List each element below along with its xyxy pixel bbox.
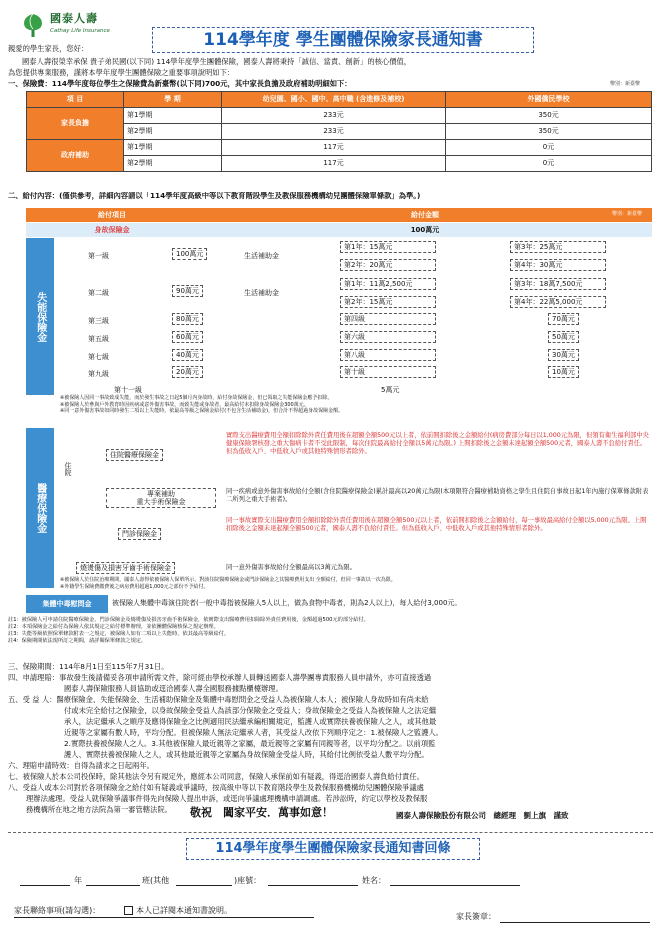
contact-underline [14,917,314,918]
section-5-line3: 承人，法定繼承人之順序及應得保險金之比例適用民法繼承編相關規定，監護人或實際扶養被保險人之人，或其他最 [64,717,437,726]
section-4-line2: 國泰人壽保險服務人員協助或逕洽國泰人壽全國服務據點櫃檯辦理。 [64,684,283,693]
death-label: 身故保險金 [26,223,198,237]
premium-group-government: 政府補助 [27,140,124,172]
company-logo [20,12,150,40]
medical-side-label: 醫療保險金 [26,428,54,588]
acknowledge-label: 本人已詳閱本通知書說明。 [136,906,232,915]
name-label: 姓名： [362,876,386,885]
premium-foreign: 0元 [446,156,652,172]
premium-header-term: 學 期 [124,92,222,108]
med-item-text: 同一疾病或意外傷害事故給付全額(含住院醫療保險金)累計最高以20萬元為限(本項限符合醫療補助資格之學生且住院自事故日起1年內施行保單條款附表二所列之重大手術者)。 [226,488,649,504]
premium-term: 第1學期 [124,140,222,156]
contact-label: 家長聯絡事項(請勾選)： [14,906,101,915]
class-other-field[interactable] [176,885,232,886]
dis-grade: 第三級 [88,317,109,325]
year-field[interactable] [20,885,70,886]
dis-grade: 第十級 [340,366,436,378]
section-2-title: 二、給付內容：(僅供參考，詳細內容請以「114學年度高級中等以下教育階段學生及教保服務機構幼兒團體保險單條款」為準。) [8,192,421,200]
dis-amount: 5萬元 [381,386,400,394]
dis-year: 第4年：30萬元 [510,259,606,271]
premium-table [26,91,652,172]
reply-title: 114學年度學生團體保險家長通知書回條 [186,838,480,860]
benefit-header-item: 給付項目 [26,208,198,222]
intro-paragraph-2: 為您提供專業服務，謹將本學年度學生團體保險之重要事項說明如下： [8,68,235,77]
dis-amount: 100萬元 [172,248,207,260]
intro-paragraph-1: 國泰人壽很榮幸承保 貴子弟民國(以下同) 114學年度學生團體保險，國泰人壽將秉持「誠信、當責、創新」的核心價值， [22,57,412,66]
poison-label: 集體中毒慰問金 [26,595,108,613]
section-8-line3: 務機構所在地之地方法院為第一審管轄法院。 [26,805,172,814]
disability-side-label: 失能保險金 [26,238,54,395]
med-item-text: 同一意外傷害事故給付全額最高以3萬元為限。 [226,564,356,571]
premium-foreign: 0元 [446,140,652,156]
premium-term: 第2學期 [124,156,222,172]
section-5-line6: 護人、實際扶養被保險人之人，或其他最近親等之家屬為身故保險金受益人時，其給付比例依受益人數平均分配。 [64,750,429,759]
med-item: 住院醫療保險金 [106,449,163,461]
footnote: 註3：失能等級依照保單條款附表一之規定，被保險人如有二項以上失能時，依其最高等級給付。 [8,631,230,638]
premium-term: 第1學期 [124,108,222,124]
premium-group-parent: 家長負擔 [27,108,124,140]
tree-logo-icon [20,12,46,38]
dis-year: 第1年：15萬元 [340,241,436,253]
dis-grade: 第一級 [88,252,109,260]
med-item-special [106,488,216,508]
dis-year: 第1年：11萬2,500元 [340,278,436,290]
premium-local: 117元 [222,140,446,156]
class-label: 班(其他 [142,876,170,885]
premium-local: 117元 [222,156,446,172]
dis-year: 第3年：25萬元 [510,241,606,253]
med-item: 燒燙傷及損害牙齒手術保險金 [76,562,175,574]
section-1-title: 一、保險費：114學年度每位學生之保險費為新臺幣(以下同)700元，其中家長負擔及政府補助明細如下： [8,79,352,88]
acknowledge-checkbox[interactable] [124,906,133,915]
dis-grade: 第五級 [88,335,109,343]
year-label: 年 [74,876,82,885]
med-item: 門診保險金 [118,528,161,540]
section-7: 七、被保險人於本公司投保時，除其他法令另有規定外，應經本公司同意，保險人承保前如有疑義，得逕洽國泰人壽負給付責任。 [8,772,424,781]
closing-signature: 國泰人壽保險股份有限公司 總經理 劉上旗 謹致 [396,811,569,820]
dis-grade: 第二級 [88,289,109,297]
dis-amount: 20萬元 [172,366,203,378]
logo-en-text: Cathay Life Insurance [50,28,110,34]
premium-header-local: 幼兒園、國小、國中、高中職 (含進修及補校) [222,92,446,108]
med-item-text: 同一事故實際支出醫療費用全額扣除除外責任費用後在超額全額500元以上者，依前開扣除後之金額給付，每一事故最高給付全額以5,000元為限。上開扣除後之金額未達起額全額500元者，國泰人壽不負給付責任。但為低收入戶、中低收入戶或其他特殊情形者除外。 [226,517,647,533]
cut-line [8,832,653,833]
medical-notes: ※被保險人於住院治療期間，國泰人壽得依被保險人保單所示，對該住院醫療保險金或門診保險金之其醫療費用支出 全額給付，但同一事故以一次為限。 ※外籍學生保險費繳費後之病房費用超過1,000元之部份不予給付。 [60,577,396,590]
premium-foreign: 350元 [446,124,652,140]
dis-grade: 第六級 [340,331,436,343]
seat-label: )座號： [234,876,262,885]
premium-local: 233元 [222,124,446,140]
dis-amount: 30萬元 [548,349,579,361]
poison-text: 被保險人集體中毒演住院者(一般中毒指被保險人5人以上，做為食物中毒者，則為2人以上)，每人給付3,000元。 [112,599,462,607]
premium-foreign: 350元 [446,108,652,124]
dis-grade: 第七級 [88,353,109,361]
premium-term: 第2學期 [124,124,222,140]
page-title: 114學年度 學生團體保險家長通知書 [152,27,534,53]
dis-year: 第2年：20萬元 [340,259,436,271]
section-6: 六、理賠申請時效：自得為請求之日起兩年。 [8,761,154,770]
section-3: 三、保險期間：114年8月1日至115年7月31日。 [8,662,169,671]
med-item: 專案補助 [147,490,175,498]
dis-amount: 10萬元 [548,366,579,378]
footnote: 註4：保險期間依法規所訂之期間，請詳閱保單條款之規定。 [8,638,147,645]
section-5-line5: 2.實際扶養被保險人之人。3.其他被保險人最近親等之家屬，最近親等之家屬有同親等者，以平均分配之。以前項監 [64,739,436,748]
dis-extra: 生活補助金 [244,252,279,260]
parent-signature-field[interactable] [500,922,650,923]
disability-notes: ※被保險人因同一事故致成失能，而於發生事故之日起5個月內身故時，給付身故保險金，但已領取之失能保險金應予扣除。 ※被保險人於參與戶外教育時因疾病或意外傷害事故，而致失能或身故者，最高給付未扣除身故保險金300萬元。 ※同一意外傷害事故如同時發生二項以上失能時，依最高等級之保險金給付(不包含生活補助金)，但合計不得超過身故保險金額。 [60,395,344,414]
death-amount: 100萬元 [198,223,652,237]
class-field[interactable] [86,885,140,886]
section-5-line2: 付或未完全給付之保險金，以身故保險金受益人為該部分保險金之受益人；身故保險金之受益人為被保險人之法定繼 [64,706,437,715]
dis-year: 第2年：15萬元 [340,296,436,308]
section-4-line1: 四、申請理賠：事故發生後請備妥各項申請所需文件，除可經由學校承辦人員轉送國泰人壽學團專責服務人員申請外，亦可直接透過 [8,673,432,682]
greeting: 親愛的學生家長，您好： [8,44,89,53]
section-8-line2: 理辦法處理。受益人就保險爭議事件得先向保險人提出申訴，或逕向爭議處理機構申請調處。若涉訟時，約定以學校及教保服 [26,794,428,803]
footnote: 註1：被保險人可申請住院醫療保險金、門診保險金及燒燙傷及損害牙齒手術保險金，依實際支出醫療費用扣除除外責任費用後，金額超過500元的部分給付。 [8,617,369,623]
section-8-line1: 八、受益人或本公司對於各項保險金之給付如有疑義或爭議時，按高級中等以下教育階段學生及教保服務機構幼兒團體保險爭議處 [8,783,424,792]
dis-amount: 40萬元 [172,349,203,361]
benefit-header-amount: 給付金額 [198,208,652,222]
med-item: 重大手術保險金 [136,498,186,507]
dis-year: 第3年：18萬7,500元 [510,278,606,290]
dis-grade: 第十一級 [114,386,142,394]
med-item-text: 實際支出醫療費用全額扣除除外責任費用後在超額全額500元以上者，依前開扣除後之金額給付(病房費部分每日以1,000元為限，但領有衛生福利部中央健康保險署核發之重大傷病卡者不受此限制，每次住院最高給付全額以5萬元為限。) 上開扣除後之金額未達起額全額500元者，國泰人壽不負給付責任。但為低收入戶、中低收入戶或其他特殊情形者除外。 [226,432,649,456]
footnotes [8,617,654,645]
inpatient-label: 住院 [64,462,73,476]
benefit-header-note: 幣別：新臺幣 [612,211,643,217]
premium-local: 233元 [222,108,446,124]
premium-header-item: 項 目 [27,92,124,108]
dis-grade: 第四級 [340,313,436,325]
logo-cn-text: 國泰人壽 [50,12,98,25]
premium-header-foreign: 外國僑民學校 [446,92,652,108]
section-5-line4: 近親等之家屬有數人時，平均分配。但被保險人無法定繼承人者，其受益人改依下列順序定之：1.被保險人之監護人。 [64,728,444,737]
parent-signature-label: 家長簽章： [456,912,496,921]
closing-greeting: 敬祝 闔家平安．萬事如意！ [190,806,333,819]
seat-field[interactable] [268,885,358,886]
dis-grade: 第九級 [88,370,109,378]
dis-amount: 50萬元 [548,331,579,343]
dis-year: 第4年：22萬5,000元 [510,296,606,308]
dis-amount: 80萬元 [172,313,203,325]
dis-amount: 90萬元 [172,285,203,297]
dis-amount: 60萬元 [172,331,203,343]
section-5-line1: 五、受 益 人：醫療保險金、失能保險金、生活補助保險金及集體中毒慰問金之受益人為被保險人本人；被保險人身故時如有尚未給 [8,695,429,704]
dis-grade: 第八級 [340,349,436,361]
dis-extra: 生活補助金 [244,289,279,297]
name-field[interactable] [390,885,520,886]
footnote: 註2：本項保險金之給付為保險人依其規定之給付標準辦理，並依團體保險核保之規定辦理。 [8,624,219,631]
section-1-note: 幣別：新臺幣 [610,81,641,87]
dis-amount: 70萬元 [548,313,579,325]
